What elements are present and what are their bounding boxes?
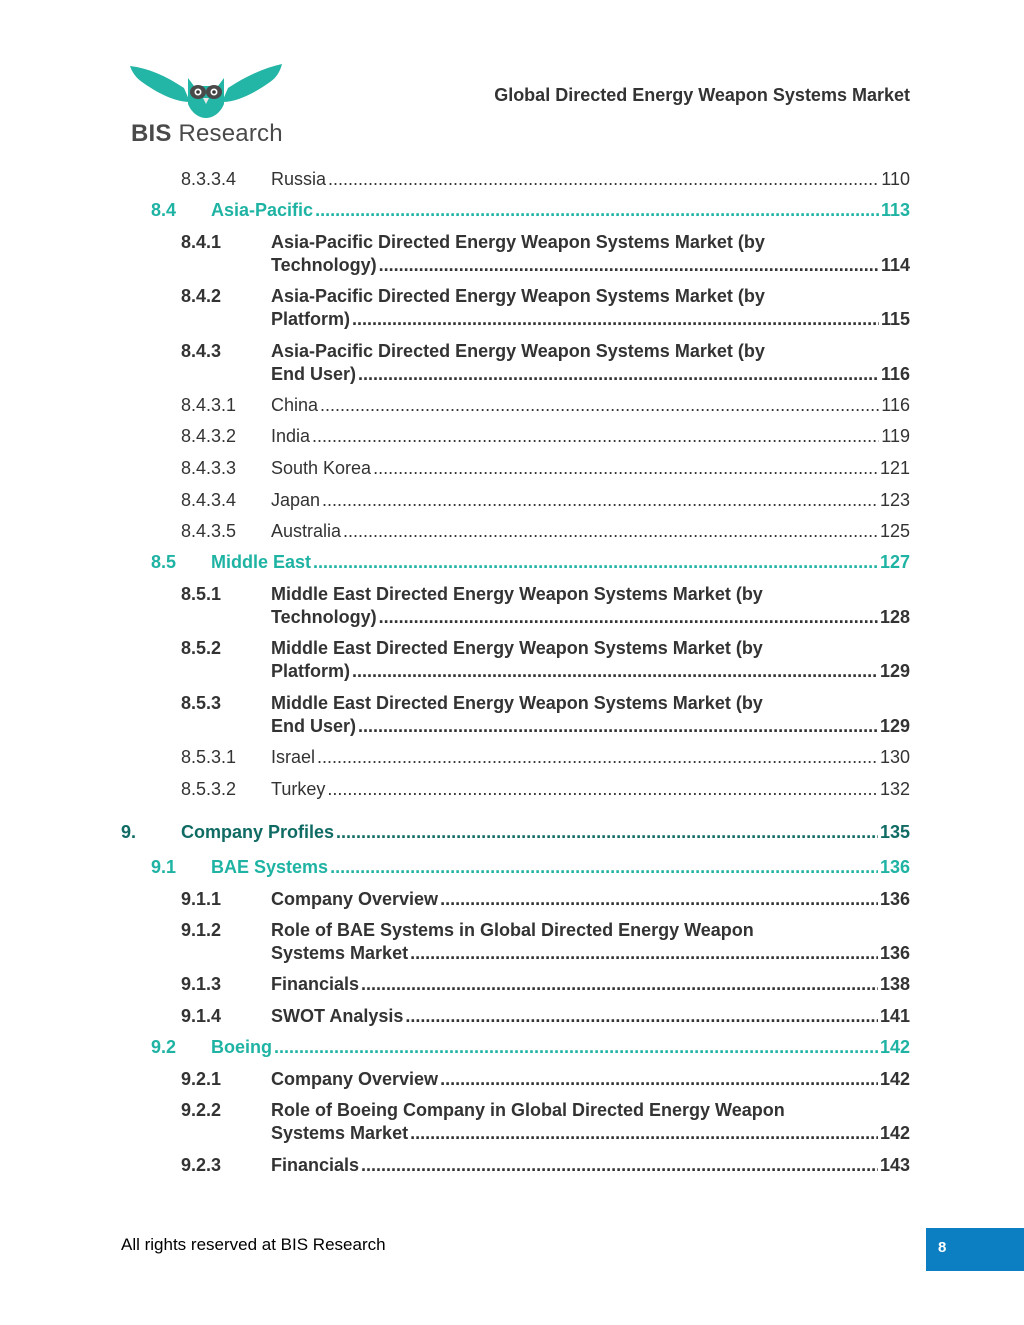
toc-entry-title: BAE Systems	[211, 857, 329, 877]
toc-entry-title-line: Asia-Pacific Directed Energy Weapon Systems Market (by	[271, 341, 765, 361]
toc-entry-number: 8.3.3.4	[181, 169, 237, 189]
toc-dot-leader	[322, 489, 878, 512]
logo-wordmark: BIS Research	[131, 120, 283, 147]
toc-entry-number: 9.2.2	[181, 1100, 222, 1120]
toc-entry-page: 132	[879, 779, 910, 799]
toc-dot-leader	[379, 254, 879, 277]
toc-entry-number: 8.5	[151, 552, 177, 572]
toc-dot-leader	[361, 1154, 878, 1177]
toc-entry-number: 8.4.1	[181, 232, 222, 252]
toc-entry-title: Israel	[271, 747, 316, 767]
toc-entry-title: India	[271, 426, 311, 446]
toc-entry-title: End User)	[271, 364, 357, 384]
toc-dot-leader	[440, 888, 878, 911]
toc-entry-page: 127	[879, 552, 910, 572]
toc-dot-leader	[440, 1068, 878, 1091]
footer-copyright: All rights reserved at BIS Research	[121, 1235, 386, 1254]
toc-entry-number: 8.4.3.5	[181, 521, 237, 541]
toc-entry-page: 142	[879, 1123, 910, 1143]
toc-entry-title: Systems Market	[271, 943, 409, 963]
toc-dot-leader	[361, 973, 878, 996]
toc-entry-page: 119	[881, 426, 910, 446]
owl-logo-icon	[128, 62, 284, 118]
toc-entry-title: Financials	[271, 974, 360, 994]
toc-dot-leader	[379, 606, 878, 629]
toc-entry-number: 8.4.3.3	[181, 458, 237, 478]
toc-entry-title: Financials	[271, 1155, 360, 1175]
toc-dot-leader	[315, 199, 879, 222]
toc-entry-page: 143	[879, 1155, 910, 1175]
toc-entry-title: Company Overview	[271, 1069, 439, 1089]
toc-entry-number: 8.5.3.1	[181, 747, 237, 767]
toc-entry-number: 8.5.2	[181, 638, 222, 658]
toc-entry-title-line: Middle East Directed Energy Weapon Systems Market (by	[271, 693, 763, 713]
toc-entry-number: 8.5.3.2	[181, 779, 237, 799]
toc-dot-leader	[410, 1122, 878, 1145]
toc-entry-title: Japan	[271, 490, 321, 510]
toc-entry-title-line: Asia-Pacific Directed Energy Weapon Systems Market (by	[271, 232, 765, 252]
toc-entry-number: 8.4.3.1	[181, 395, 237, 415]
toc-dot-leader	[317, 746, 878, 769]
toc-entry-number: 9.2.1	[181, 1069, 222, 1089]
page-number-box	[926, 1228, 1024, 1271]
toc-dot-leader	[320, 394, 879, 417]
toc-entry-page: 115	[880, 309, 910, 329]
toc-entry-number: 9.2.3	[181, 1155, 222, 1175]
toc-entry-title: Russia	[271, 169, 327, 189]
toc-entry-number: 8.5.3	[181, 693, 222, 713]
toc-dot-leader	[274, 1036, 878, 1059]
toc-entry-title: Turkey	[271, 779, 326, 799]
toc-entry-title: Middle East	[211, 552, 312, 572]
toc-entry-page: 135	[879, 822, 910, 842]
toc-entry-page: 136	[879, 857, 910, 877]
toc-entry-title: Asia-Pacific	[211, 200, 314, 220]
toc-entry-number: 8.4.3.2	[181, 426, 237, 446]
toc-entry-title: Platform)	[271, 309, 351, 329]
toc-entry-page: 138	[879, 974, 910, 994]
toc-dot-leader	[373, 457, 878, 480]
toc-entry-number: 9.1.1	[181, 889, 222, 909]
toc-dot-leader	[328, 168, 879, 191]
toc-entry-number: 9.1.4	[181, 1006, 222, 1026]
toc-entry-page: 142	[879, 1037, 910, 1057]
toc-entry-number: 9.2	[151, 1037, 177, 1057]
toc-entry-title: Australia	[271, 521, 342, 541]
toc-entry-title-line: Asia-Pacific Directed Energy Weapon Systems Market (by	[271, 286, 765, 306]
toc-entry-number: 9.	[121, 822, 137, 842]
document-title: Global Directed Energy Weapon Systems Market	[494, 85, 910, 105]
toc-entry-title-line: Middle East Directed Energy Weapon Systems Market (by	[271, 584, 763, 604]
toc-dot-leader	[330, 856, 878, 879]
toc-entry-page: 128	[879, 607, 910, 627]
toc-entry-page: 129	[879, 661, 910, 681]
toc-entry-title: Platform)	[271, 661, 351, 681]
toc-entry-number: 9.1	[151, 857, 177, 877]
toc-dot-leader	[358, 363, 879, 386]
toc-entry-page: 114	[880, 255, 910, 275]
toc-entry-page: 142	[879, 1069, 910, 1089]
toc-entry-number: 8.4.3	[181, 341, 222, 361]
toc-dot-leader	[343, 520, 878, 543]
toc-entry-number: 8.4.2	[181, 286, 222, 306]
toc-entry-title-line: Middle East Directed Energy Weapon Systems Market (by	[271, 638, 763, 658]
page-number: 8	[938, 1239, 947, 1256]
toc-entry-title: Technology)	[271, 607, 377, 627]
toc-entry-number: 9.1.3	[181, 974, 222, 994]
toc-entry-number: 8.5.1	[181, 584, 222, 604]
toc-entry-title: Boeing	[211, 1037, 272, 1057]
toc-entry-page: 125	[879, 521, 910, 541]
toc-entry-title: SWOT Analysis	[271, 1006, 404, 1026]
toc-dot-leader	[358, 715, 878, 738]
toc-entry-title: China	[271, 395, 319, 415]
toc-entry-title: Technology)	[271, 255, 377, 275]
toc-dot-leader	[410, 942, 878, 965]
bis-research-logo	[128, 62, 288, 152]
toc-dot-leader	[405, 1005, 878, 1028]
toc-dot-leader	[352, 308, 879, 331]
toc-entry-title-line: Role of BAE Systems in Global Directed Energy Weapon	[271, 920, 754, 940]
toc-entry-page: 130	[879, 747, 910, 767]
toc-entry-title-line: Role of Boeing Company in Global Directed Energy Weapon	[271, 1100, 785, 1120]
toc-entry-title: Company Profiles	[181, 822, 335, 842]
toc-dot-leader	[336, 821, 878, 844]
toc-entry-page: 116	[881, 395, 910, 415]
toc-entry-number: 8.4.3.4	[181, 490, 237, 510]
toc-entry-page: 110	[881, 169, 910, 189]
toc-entry-page: 129	[879, 716, 910, 736]
toc-entry-number: 8.4	[151, 200, 177, 220]
toc-entry-title: South Korea	[271, 458, 372, 478]
toc-entry-page: 136	[879, 943, 910, 963]
toc-entry-page: 136	[879, 889, 910, 909]
toc-dot-leader	[352, 660, 878, 683]
toc-entry-page: 123	[879, 490, 910, 510]
toc-dot-leader	[327, 778, 878, 801]
toc-entry-page: 116	[880, 364, 910, 384]
toc-entry-title: Systems Market	[271, 1123, 409, 1143]
toc-dot-leader	[313, 551, 878, 574]
toc-entry-number: 9.1.2	[181, 920, 222, 940]
toc-entry-title: Company Overview	[271, 889, 439, 909]
toc-entry-page: 121	[879, 458, 910, 478]
toc-dot-leader	[312, 425, 879, 448]
toc-entry-page: 141	[879, 1006, 910, 1026]
toc-entry-title: End User)	[271, 716, 357, 736]
toc-entry-page: 113	[880, 200, 910, 220]
